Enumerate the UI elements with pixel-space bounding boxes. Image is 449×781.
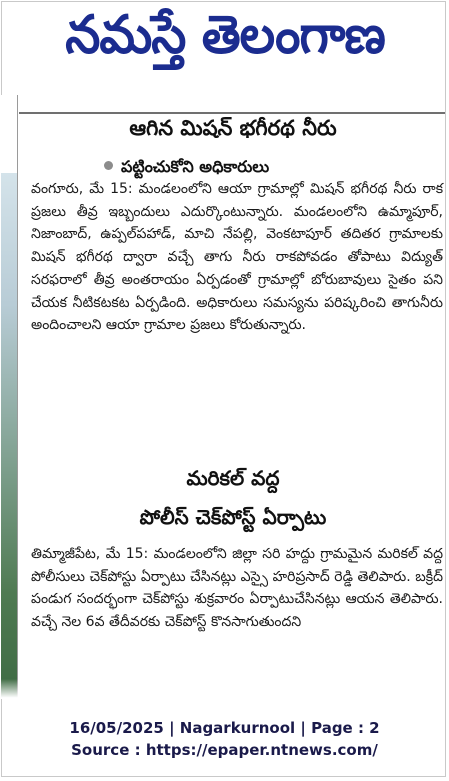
article1-headline: ఆగిన మిషన్ భగీరథ నీరు <box>129 116 337 140</box>
newspaper-masthead: నమస్తే తెలంగాణ <box>65 3 385 65</box>
bullet-icon <box>104 161 113 170</box>
news-clipping <box>1 95 445 699</box>
article2-headline-line2: పోలీస్ చెక్‌పోస్ట్ ఏర్పాటు <box>139 505 327 529</box>
footer-source-link[interactable]: Source : https://epaper.ntnews.com/ <box>71 741 378 759</box>
article1-body: వంగూరు, మే 15: మండలంలోని ఆయా గ్రామాల్లో మిషన్ భగీరథ నీరు రాక ప్రజలు తీవ్ర ఇబ్బందులు ఎదుర్కొంటున్నారు. మండలంలోని ఉమ్మాపూర్, నిజాంబాద్, ఉప్పల్‌పహాడ్, మాచి నేపల్లి, వెంకటాపూర్ తదితర గ్రామాలకు మిషన్ భగీరథ ద్వారా వచ్చే తాగు నీరు రాకపోవడం తోపాటు విద్యుత్ సరఫరాలో తీవ్ర అంతరాయం ఏర్పడంతో గ్రామాల్లో బోరుబావులు సైతం పని చేయక నీటికటకట ఏర్పడింది. అధికారులు సమస్యను పరిష్కరించి తాగునీరు అందించాలని ఆయా గ్రామాల ప్రజలు కోరుతున్నారు. <box>31 181 443 334</box>
footer-edition-info: 16/05/2025 | Nagarkurnool | Page : 2 <box>69 719 380 737</box>
article2-body: తిమ్మాజీపేట, మే 15: మండలంలోని జిల్లా సరి హద్దు గ్రామమైన మరికల్ వద్ద పోలీసులు చెక్‌పోస్టు ఏర్పాటు చేసినట్లు ఎస్సై హరిప్రసాద్ రెడ్డి తెలిపారు. బక్రీద్ పండుగ సందర్భంగా చెక్‌పోస్టు శుక్రవారం ఏర్పాటుచేసినట్లు ఆయన తెలిపారు. వచ్చే నెల 6వ తేదీవరకు చెక్‌పోస్ట్ కొనసాగుతుందని <box>31 546 443 631</box>
article2-headline-line1: మరికల్ వద్ద <box>186 466 280 490</box>
article1-subheadline: పట్టించుకోని అధికారులు <box>121 157 270 176</box>
column-divider <box>17 95 18 699</box>
adjacent-photo-strip <box>1 173 17 699</box>
section-rule <box>19 112 445 114</box>
clip-cutoff-fade <box>1 679 445 699</box>
